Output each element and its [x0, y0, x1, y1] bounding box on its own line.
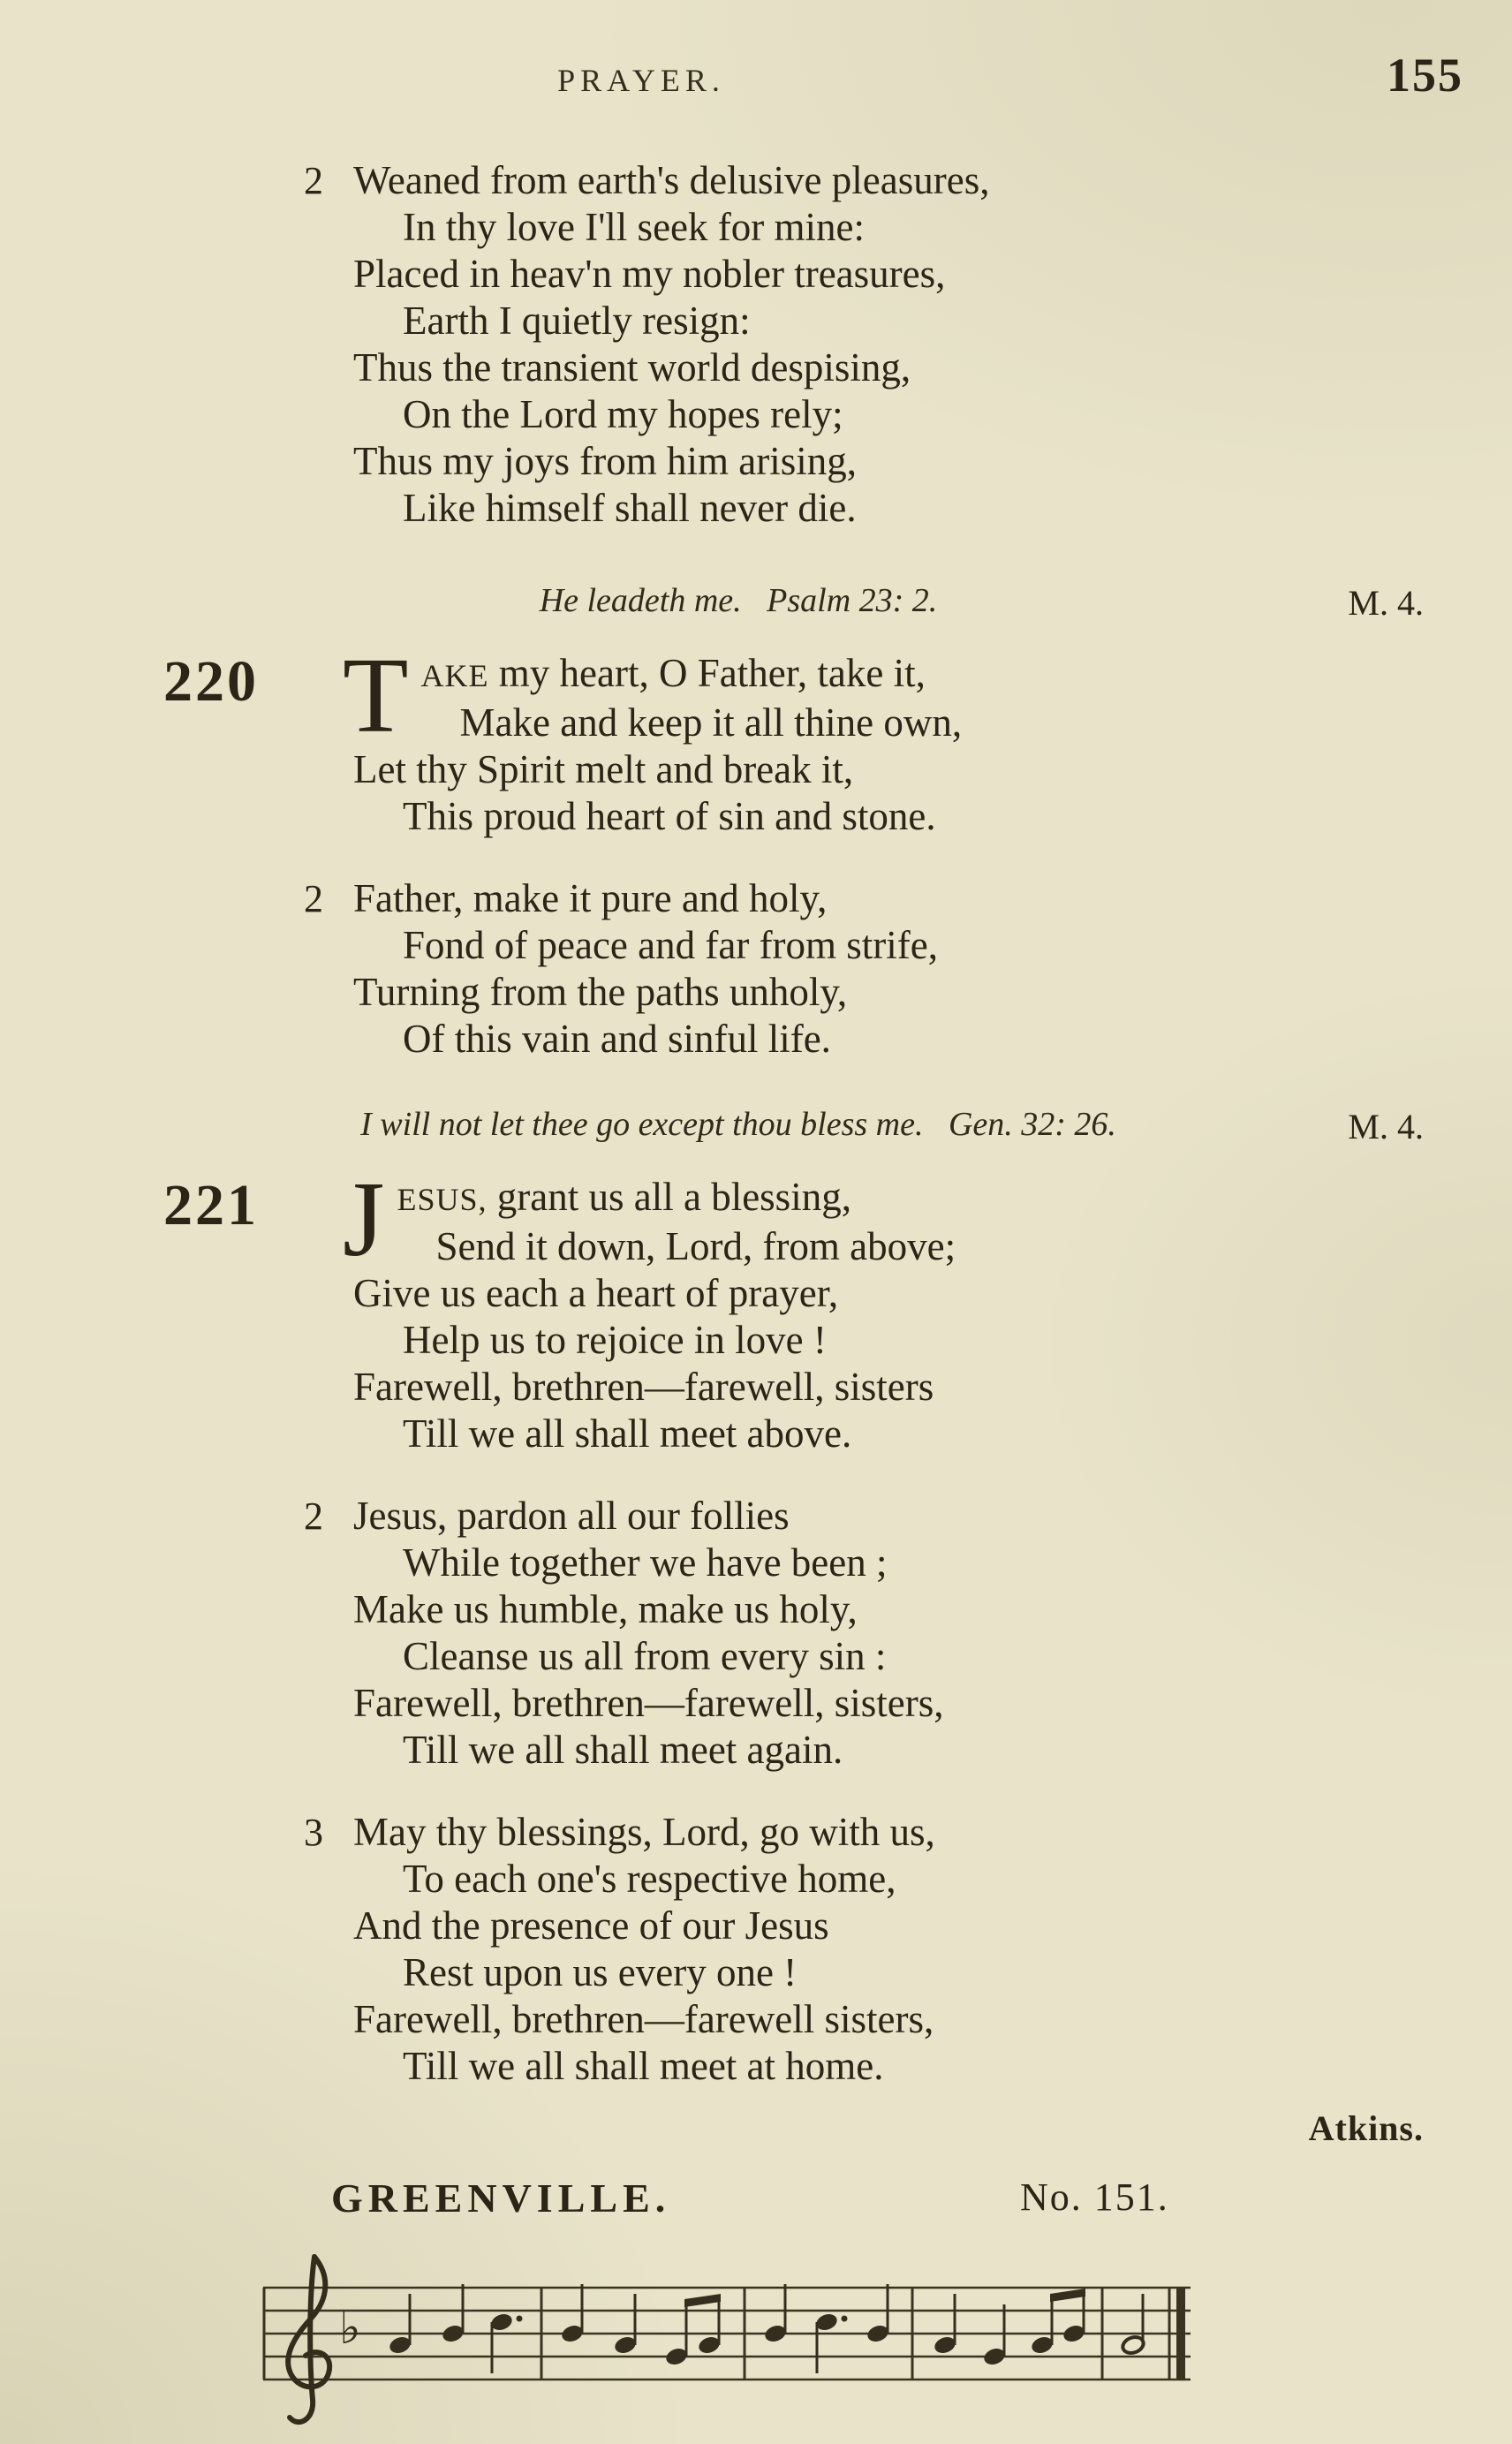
- verse-line: Thus my joys from him arising,: [353, 439, 857, 483]
- verse-line: Placed in heav'n my nobler treasures,: [353, 252, 946, 296]
- tune-title: GREENVILLE.: [331, 2175, 671, 2221]
- verse-line: To each one's respective home,: [403, 1857, 896, 1901]
- verse-line: Till we all shall meet above.: [403, 1411, 852, 1456]
- opening-rest: my heart, O Father, take it,: [488, 651, 926, 695]
- verse-line: Turning from the paths unholy,: [353, 970, 848, 1014]
- verse-line: Farewell, brethren—farewell, sisters,: [353, 1681, 944, 1725]
- verse-lines: [353, 875, 1424, 1063]
- tune-heading: [331, 2175, 1424, 2224]
- running-title: PRAYER.: [557, 63, 725, 98]
- verse-line: Till we all shall meet at home.: [403, 2044, 884, 2088]
- hymn-221-verse-3: [304, 1809, 1424, 2090]
- verse-line: Send it down, Lord, from above;: [435, 1224, 956, 1268]
- verse-line: May thy blessings, Lord, go with us,: [353, 1810, 935, 1854]
- verse-line: Jesus, pardon all our follies: [353, 1494, 790, 1538]
- notes: [388, 2284, 1145, 2373]
- hymn-220: [163, 636, 1424, 1063]
- verse-number: 2: [304, 159, 323, 202]
- hymn-221: [163, 1160, 1424, 2149]
- verse-lines: [353, 157, 1424, 532]
- hymn-opening: [163, 636, 1424, 755]
- opening-lines: [397, 1174, 1424, 1270]
- opening-smallcaps: AKE: [420, 658, 489, 693]
- treble-clef-icon: [288, 2257, 329, 2422]
- verse-number: 2: [304, 1494, 323, 1538]
- dropcap-initial: T: [343, 636, 409, 755]
- opening-lines: [421, 650, 1424, 746]
- hymn-number: 221: [163, 1173, 259, 1237]
- verse-line: Help us to rejoice in love !: [403, 1318, 827, 1362]
- verse-line: And the presence of our Jesus: [353, 1903, 829, 1948]
- verse-line: Father, make it pure and holy,: [353, 876, 828, 920]
- verse-line: Weaned from earth's delusive pleasures,: [353, 158, 990, 202]
- verse-line: [397, 1174, 1424, 1223]
- verse-lines: [353, 746, 1424, 840]
- verse-line: On the Lord my hopes rely;: [403, 392, 843, 436]
- verse-line: Cleanse us all from every sin :: [403, 1634, 887, 1678]
- hymn-221-epigraph-row: [221, 1103, 1424, 1147]
- dropcap-initial: J: [343, 1160, 385, 1279]
- flat-icon: ♭: [339, 2302, 361, 2355]
- verse-line: Let thy Spirit melt and break it,: [353, 747, 854, 791]
- verse-line: Of this vain and sinful life.: [403, 1017, 831, 1061]
- verse-line: Like himself shall never die.: [403, 486, 857, 530]
- epigraph-scripture: I will not let thee go except thou bless me. Gen. 32: 26.: [360, 1106, 1116, 1143]
- page-number: 155: [1387, 49, 1463, 102]
- verse-line: Make and keep it all thine own,: [459, 700, 963, 745]
- verse-line: Farewell, brethren—farewell, sisters: [353, 1365, 934, 1409]
- meter-label: M. 4.: [1348, 1107, 1424, 1146]
- verse-line: Rest upon us every one !: [403, 1950, 798, 1994]
- verse-lines: [353, 1270, 1424, 1457]
- music-staff: [237, 2248, 1217, 2438]
- hymn-number: 220: [163, 649, 259, 714]
- verse-line: Till we all shall meet again.: [403, 1728, 843, 1772]
- verse-lines: [353, 1493, 1424, 1774]
- opening-rest: grant us all a blessing,: [487, 1175, 851, 1219]
- verse-line: This proud heart of sin and stone.: [403, 794, 936, 838]
- verse-line: Farewell, brethren—farewell sisters,: [353, 1997, 934, 2041]
- verse-line: Give us each a heart of prayer,: [353, 1271, 839, 1315]
- verse-line: Earth I quietly resign:: [403, 299, 751, 343]
- verse-line: In thy love I'll seek for mine:: [403, 205, 865, 249]
- verse-number: 3: [304, 1811, 323, 1854]
- verse-line: Make us humble, make us holy,: [353, 1587, 858, 1631]
- tune-number: No. 151.: [1020, 2175, 1169, 2219]
- verse-line: [421, 650, 1424, 700]
- verse-line: Thus the transient world despising,: [353, 345, 911, 390]
- text-column: [163, 157, 1424, 2190]
- verse-lines: [353, 1809, 1424, 2090]
- verse-line: Fond of peace and far from strife,: [403, 923, 939, 967]
- hymn-220-verse-2: [304, 875, 1424, 1063]
- continued-verse: [304, 157, 1424, 532]
- hymn-220-epigraph-row: [221, 579, 1424, 624]
- verse-line: While together we have been ;: [403, 1540, 888, 1585]
- verse-number: 2: [304, 877, 323, 920]
- hymn-221-verse-2: [304, 1493, 1424, 1774]
- epigraph-scripture: He leadeth me. Psalm 23: 2.: [539, 582, 938, 619]
- hymn-opening: [163, 1160, 1424, 1279]
- page-header: [0, 49, 1512, 124]
- author-attribution: Atkins.: [1308, 2108, 1424, 2148]
- opening-smallcaps: ESUS,: [397, 1182, 488, 1217]
- meter-label: M. 4.: [1348, 583, 1424, 623]
